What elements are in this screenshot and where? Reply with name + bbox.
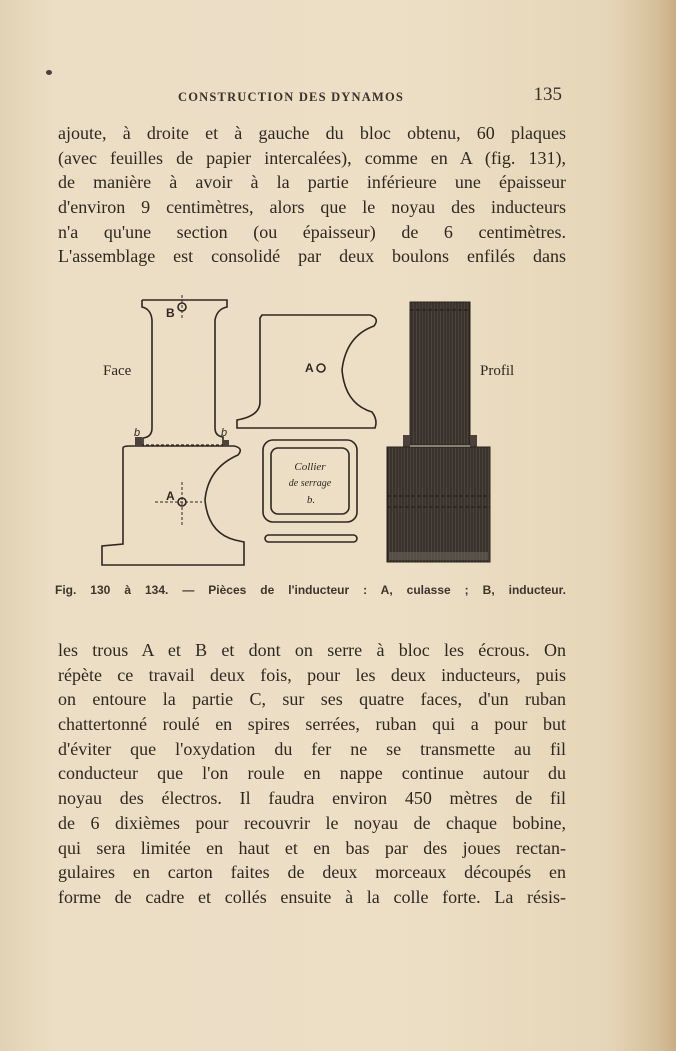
label-a: A — [166, 489, 175, 503]
text-line: ajoute, à droite et à gauche du bloc obtenu, 60 plaques — [58, 123, 566, 143]
text-line: conducteur que l'on roule en nappe continue autour du — [58, 763, 566, 784]
page-number: 135 — [533, 84, 562, 105]
text-line: d'éviter que l'oxydation du fer ne se transmette au fil — [58, 738, 566, 759]
inductor-lower-piece — [102, 446, 244, 565]
label-b-right: b — [221, 427, 228, 439]
text-line: d'environ 9 centimètres, alors que le noyau des inducteurs — [58, 197, 566, 218]
caption-number: Fig. 130 à 134. — [55, 583, 169, 597]
text-line: n'a qu'une section (ou épaisseur) de 6 centimètres. — [58, 221, 566, 242]
text-line: qui sera limitée en haut et en bas par des joues rectan- — [58, 837, 566, 858]
text-line: on entoure la partie C, sur ses quatre faces, d'un ruban — [58, 689, 566, 710]
collar-right — [223, 440, 229, 446]
label-b: B — [166, 306, 175, 320]
label-face: Face — [103, 363, 132, 379]
caption-text: — Pièces de l'inducteur : A, culasse ; B, inducteur. — [182, 583, 566, 597]
label-b-left: b — [134, 427, 141, 439]
collier-label: Collier — [294, 461, 326, 473]
running-title: CONSTRUCTION DES DYNAMOS — [178, 90, 405, 104]
label-profil: Profil — [480, 363, 515, 379]
ink-smudge — [46, 70, 52, 75]
page-header — [58, 86, 566, 108]
figure-caption — [55, 583, 566, 597]
text-line: L'assemblage est consolidé par deux boulons enfilés dans — [58, 246, 566, 267]
text-line: (avec feuilles de papier intercalées), comme en A (fig. 131), — [58, 147, 566, 168]
text-line: les trous A et B et dont on serre à bloc les écrous. On — [58, 640, 566, 660]
paragraph-top — [58, 121, 566, 269]
label-a-culasse: A — [305, 361, 314, 375]
profile-view — [387, 302, 490, 562]
text-line: répète ce travail deux fois, pour les deux inducteurs, puis — [58, 664, 566, 685]
text-line: forme de cadre et collés ensuite à la colle forte. La résis- — [58, 886, 566, 907]
text-line: chattertonné roulé en spires serrées, ruban qui a pour but — [58, 714, 566, 735]
paragraph-bottom — [58, 638, 566, 910]
text-line: de manière à avoir à la partie inférieure une épaisseur — [58, 172, 566, 193]
text-line: gulaires en carton faites de deux morceaux découpés en — [58, 862, 566, 883]
inductor-upper-piece — [142, 300, 227, 445]
text-line: noyau des électros. Il faudra environ 450 mètres de fil — [58, 788, 566, 809]
inductor-parts-figure — [90, 290, 540, 570]
text-line: de 6 dixièmes pour recouvrir le noyau de chaque bobine, — [58, 812, 566, 833]
collier-label: b. — [306, 494, 316, 506]
collier-label: de serrage — [288, 478, 332, 489]
